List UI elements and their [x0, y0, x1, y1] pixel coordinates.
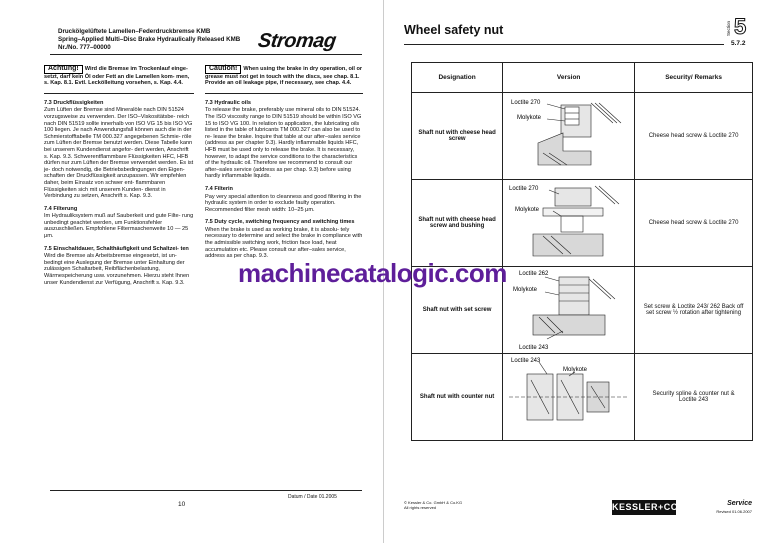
- section-body: Im Hydrauliksystem muß auf Sauberkeit und gute Filte- rung unbedingt geachtet werden, um Funktionsfehler auszuschließen. Empfohlene Filtermaschenweite 10 — 25 μm.: [44, 213, 194, 240]
- section-marker: [726, 14, 756, 48]
- watermark: machinecatalogic.com: [238, 258, 507, 288]
- set-screw-drawing: [503, 267, 634, 353]
- section-title: 7.3 Hydraulic oils: [205, 99, 252, 106]
- drawing-label: Loctite 243: [519, 345, 549, 351]
- page-number: 10: [178, 501, 186, 508]
- drawing-label: Molykote: [517, 115, 542, 121]
- stromag-logo: Stromag: [256, 30, 338, 52]
- safety-nut-table: [411, 62, 753, 441]
- section-title: 7.3 Druckflüssigkeiten: [44, 99, 104, 106]
- section-body: When the brake is used as working brake, it is absolu- tely necessary to determine and select the brake in compliance with the admissible switching work, friction face load, heat accumulation etc. Please consult our after–sales service, address as per chap. 9.3.: [205, 226, 363, 260]
- section-word: Section: [726, 20, 731, 36]
- section-number: 5: [734, 14, 747, 39]
- remarks-cell: Security spline & counter nut & Loctite 243: [635, 354, 753, 441]
- page-title: Wheel safety nut: [404, 23, 504, 37]
- copyright: [404, 500, 462, 510]
- bushing-drawing: [503, 180, 634, 266]
- header-line-en: Spring–Applied Multi–Disc Brake Hydraulically Released KMB: [58, 36, 241, 43]
- section-title: 7.4 Filterung: [44, 205, 78, 212]
- table-row: [412, 354, 753, 441]
- remarks-cell: Cheese head screw & Loctite 270: [635, 93, 753, 180]
- cheese-head-screw-drawing: [503, 93, 634, 179]
- table-row: [412, 180, 753, 267]
- german-warning: [44, 65, 194, 87]
- section-subnumber: 5.7.2: [731, 40, 746, 47]
- copyright-line: All rights reserved: [404, 505, 437, 510]
- document-header: [58, 28, 258, 52]
- copyright-line: © Kessler & Co. GmbH & Co.KG: [404, 500, 463, 505]
- warning-text: Wird die Bremse im Trockenlauf einge- setzt, darf kein Öl oder Fett an die Lamellen kom- men, s. Kap. 8.1. Evtl. Leckölleitung vorsehen, s. Kap. 4.4.: [44, 66, 190, 87]
- column-header: Security/ Remarks: [635, 63, 753, 93]
- section-title: 7.4 Filterin: [205, 185, 233, 192]
- title-rule: [404, 44, 724, 45]
- section-rule: [44, 93, 194, 94]
- drawing-label: Loctite 262: [519, 271, 549, 277]
- drawing-label: Molykote: [513, 287, 538, 293]
- designation-cell: Shaft nut with cheese head screw and bushing: [412, 180, 503, 267]
- footer-rule: [50, 490, 362, 491]
- section-body: To release the brake, preferably use mineral oils to DIN 51524. The ISO viscosity range to DIN 51519 should be within ISO VG 15 to ISO VG 100. In relation to application, the lubricating oils listed in the table of lubricants TM 000.327 can also be used to re- lease the brake. Inquire that table at our after–sales service (address as per chapter 9.3). Hardly inflammable liquids HFC, HFB must be used only to release the brake. It is necessary, however, to adapt the service conditions to the characteristics of the hydraulic oil. Therefore we recommend to consult our after–sales service (address as per chap. 9.3) before using hardly inflammable liquids.: [205, 107, 362, 180]
- header-line-de: Druckölgelüftete Lamellen–Federdruckbremse KMB: [58, 28, 211, 35]
- column-header: Version: [503, 63, 635, 93]
- english-section: [205, 186, 363, 213]
- caution-text: When using the brake in dry operation, oil or grease must not get in touch with the discs, see chap. 8.1. Provide an oil leakage pipe, if necessary, see chap. 4.4.: [205, 66, 363, 87]
- kessler-logo: KESSLER+CO: [612, 500, 676, 515]
- table-header-row: [412, 63, 753, 93]
- english-warning: [205, 65, 363, 87]
- designation-cell: Shaft nut with counter nut: [412, 354, 503, 441]
- version-drawing-cell: [503, 354, 635, 441]
- section-title: 7.5 Einschaltdauer, Schalthäufigkeit und Schaltzei- ten: [44, 245, 189, 252]
- header-rule: [50, 54, 362, 55]
- version-drawing-cell: [503, 93, 635, 180]
- date-label: Datum / Date 01.2005: [288, 494, 337, 500]
- german-section: [44, 206, 194, 240]
- drawing-label: Molykote: [563, 367, 588, 373]
- version-drawing-cell: [503, 180, 635, 267]
- english-section: [205, 219, 363, 260]
- english-column: [205, 65, 363, 266]
- section-rule: [205, 93, 363, 94]
- header-line-no: Nr./No. 777–00000: [58, 44, 111, 51]
- english-section: [205, 100, 363, 180]
- section-body: Zum Lüften der Bremse sind Mineralöle nach DIN 51524 vorzugsweise zu verwenden. Der ISO–Viskositätsbe- reich nach DIN 51519 sollte innerhalb von ISO VG 15 bis ISO VG 100 liegen. Je nach Anwendungsfall können auch die in der Schmierstofftabelle TM 000.327 angegebenen Schmie- röle zum Lüften der Bremse benutzt werden. Diese Tabelle kann bei unserem Kundendienst angefor- dert werden, Anschrift s. Kap. 9.3. Schwerentflammbare Flüssigkeiten HFC, HFB dürfen nur zum Lüften der Bremse verwendet werden. Es ist je- doch notwendig, die Betriebsbedingungen den Eigen- schaften der Druckflüssigkeit anzupassen. Wir empfehlen daher, beim Einsatz von schwer ent- flammbaren Flüssigkeiten sich mit unserem Kunden- dienst in Verbindung zu setzen, Anschrift s. Kap. 9.3.: [44, 107, 194, 200]
- table-row: [412, 93, 753, 180]
- drawing-label: Loctite 270: [509, 186, 539, 192]
- remarks-cell: Set screw & Loctite 243/ 262 Back off set screw ½ rotation after tightening: [635, 267, 753, 354]
- german-section: [44, 246, 194, 287]
- caution-label: Caution!: [205, 65, 241, 74]
- section-title: 7.5 Duty cycle, switching frequency and switching times: [205, 219, 355, 226]
- revision-date: Revised 01.06.2007: [716, 509, 752, 514]
- german-column: [44, 65, 194, 292]
- drawing-label: Loctite 243: [511, 358, 541, 364]
- german-section: [44, 100, 194, 200]
- warning-label: Achtung!: [44, 65, 83, 74]
- column-header: Designation: [412, 63, 503, 93]
- drawing-label: Molykote: [515, 207, 540, 213]
- section-body: Pay very special attention to cleanness and good filtering in the hydraulic system in order to exclude faulty operation. Recommended filter mesh width: 10–25 μm.: [205, 193, 362, 213]
- section-body: Wird die Bremse als Arbeitsbremse eingesetzt, ist un- bedingt eine Auslegung der Bremse unter Einhaltung der zulässigen Schaltarbeit, Reibflächenbelastung, Wärmespeicherung usw. vorzunehmen. Hierzu steht Ihnen unser Kundendienst zur Verfügung, Anschrift s. Kap. 9.3.: [44, 253, 190, 286]
- service-label: Service: [727, 500, 752, 507]
- version-drawing-cell: [503, 267, 635, 354]
- remarks-cell: Cheese head screw & Loctite 270: [635, 180, 753, 267]
- counter-nut-drawing: [503, 354, 634, 440]
- designation-cell: Shaft nut with cheese head screw: [412, 93, 503, 180]
- drawing-label: Loctite 270: [511, 100, 541, 106]
- designation-cell: Shaft nut with set screw: [412, 267, 503, 354]
